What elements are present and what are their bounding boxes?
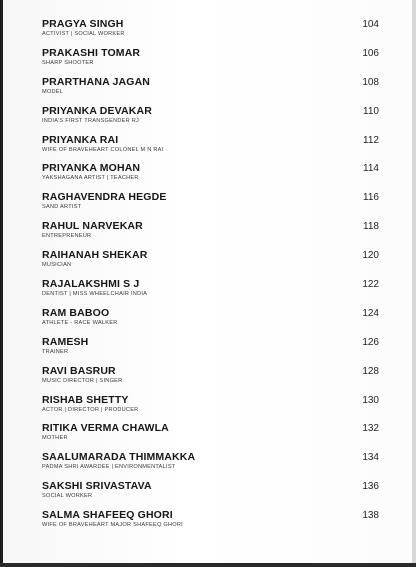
- entry-name: RAHUL NARVEKAR: [42, 220, 143, 233]
- entry-page-number: 122: [362, 279, 379, 291]
- entry-page-number: 114: [363, 163, 379, 175]
- entry-page-number: 112: [363, 134, 379, 146]
- entry-role: DENTIST | MISS WHEELCHAIR INDIA: [42, 291, 148, 298]
- entry-page-number: 106: [362, 47, 379, 59]
- entry-name: PRAKASHI TOMAR: [42, 46, 141, 59]
- entry-role: SAND ARTIST: [42, 204, 82, 211]
- entry-role: MODEL: [42, 88, 64, 95]
- index-entry: [0, 335, 416, 364]
- entry-name: RAM BABOO: [42, 306, 110, 319]
- entry-role: SHARP SHOOTER: [42, 59, 94, 66]
- index-entry: [0, 46, 416, 75]
- entry-role: MUSIC DIRECTOR | SINGER: [42, 377, 123, 384]
- entry-role: ENTREPRENEUR: [42, 233, 92, 240]
- entry-role: ATHLETE - RACE WALKER: [42, 319, 118, 326]
- entry-page-number: 116: [363, 192, 379, 204]
- entry-page-number: 120: [362, 250, 379, 262]
- index-entry: [0, 364, 416, 393]
- entry-name: RAMESH: [42, 335, 89, 348]
- index-entry: [0, 190, 416, 219]
- entry-name: RAIHANAH SHEKAR: [42, 249, 148, 262]
- entry-role: WIFE OF BRAVEHEART MAJOR SHAFEEQ GHORI: [42, 522, 183, 529]
- entry-role: YAKSHAGANA ARTIST | TEACHER: [42, 175, 139, 182]
- index-entry: [0, 508, 416, 537]
- entry-page-number: 130: [362, 394, 379, 406]
- entry-name: RAGHAVENDRA HEGDE: [42, 191, 167, 204]
- entry-name: SALMA SHAFEEQ GHORI: [42, 509, 173, 522]
- entry-page-number: 132: [362, 423, 379, 435]
- entry-name: PRIYANKA MOHAN: [42, 162, 141, 175]
- index-entry: [0, 161, 416, 190]
- index-entry: [0, 450, 416, 479]
- entry-page-number: 118: [363, 221, 379, 233]
- entry-role: ACTIVIST | SOCIAL WORKER: [42, 31, 125, 37]
- entry-name: SAKSHI SRIVASTAVA: [42, 480, 152, 493]
- entry-page-number: 104: [362, 19, 379, 30]
- entry-name: RISHAB SHETTY: [42, 393, 129, 406]
- index-entry: [0, 248, 416, 277]
- entry-page-number: 138: [362, 510, 379, 522]
- index-entry: [0, 133, 416, 162]
- entry-page-number: 108: [362, 76, 379, 88]
- index-entry: [0, 17, 416, 46]
- entry-role: MUSICIAN: [42, 262, 72, 269]
- entry-name: PRIYANKA RAI: [42, 133, 119, 146]
- entry-name: RAJALAKSHMI S J: [42, 278, 140, 291]
- index-entry: [0, 219, 416, 248]
- entry-page-number: 110: [363, 105, 379, 117]
- index-entry: [0, 393, 416, 422]
- entry-name: SAALUMARADA THIMMAKKA: [42, 451, 196, 464]
- entry-role: WIFE OF BRAVEHEART COLONEL M N RAI: [42, 146, 164, 153]
- index-entry: [0, 75, 416, 104]
- index-entry: [0, 104, 416, 133]
- index-entry: [0, 479, 416, 508]
- entry-name: RITIKA VERMA CHAWLA: [42, 422, 169, 435]
- entry-page-number: 126: [362, 336, 379, 348]
- entry-name: PRARTHANA JAGAN: [42, 75, 151, 88]
- entry-name: RAVI BASRUR: [42, 364, 116, 377]
- entry-role: PADMA SHRI AWARDEE | ENVIRONMENTALIST: [42, 464, 176, 471]
- entry-page-number: 128: [362, 365, 379, 377]
- entry-page-number: 124: [362, 307, 379, 319]
- entry-role: MOTHER: [42, 435, 68, 442]
- entry-name: PRAGYA SINGH: [42, 18, 124, 30]
- entry-role: SOCIAL WORKER: [42, 493, 93, 500]
- index-entry: [0, 277, 416, 306]
- page-bottom-edge: [0, 563, 416, 567]
- entry-role: TRAINER: [42, 348, 69, 355]
- index-entry: [0, 421, 416, 450]
- index-entry: [0, 306, 416, 335]
- entry-role: INDIA'S FIRST TRANSGENDER RJ: [42, 117, 140, 124]
- entry-page-number: 134: [362, 452, 379, 464]
- entry-page-number: 136: [362, 481, 379, 493]
- index-list: [0, 17, 416, 537]
- entry-name: PRIYANKA DEVAKAR: [42, 104, 152, 117]
- entry-role: ACTOR | DIRECTOR | PRODUCER: [42, 406, 139, 413]
